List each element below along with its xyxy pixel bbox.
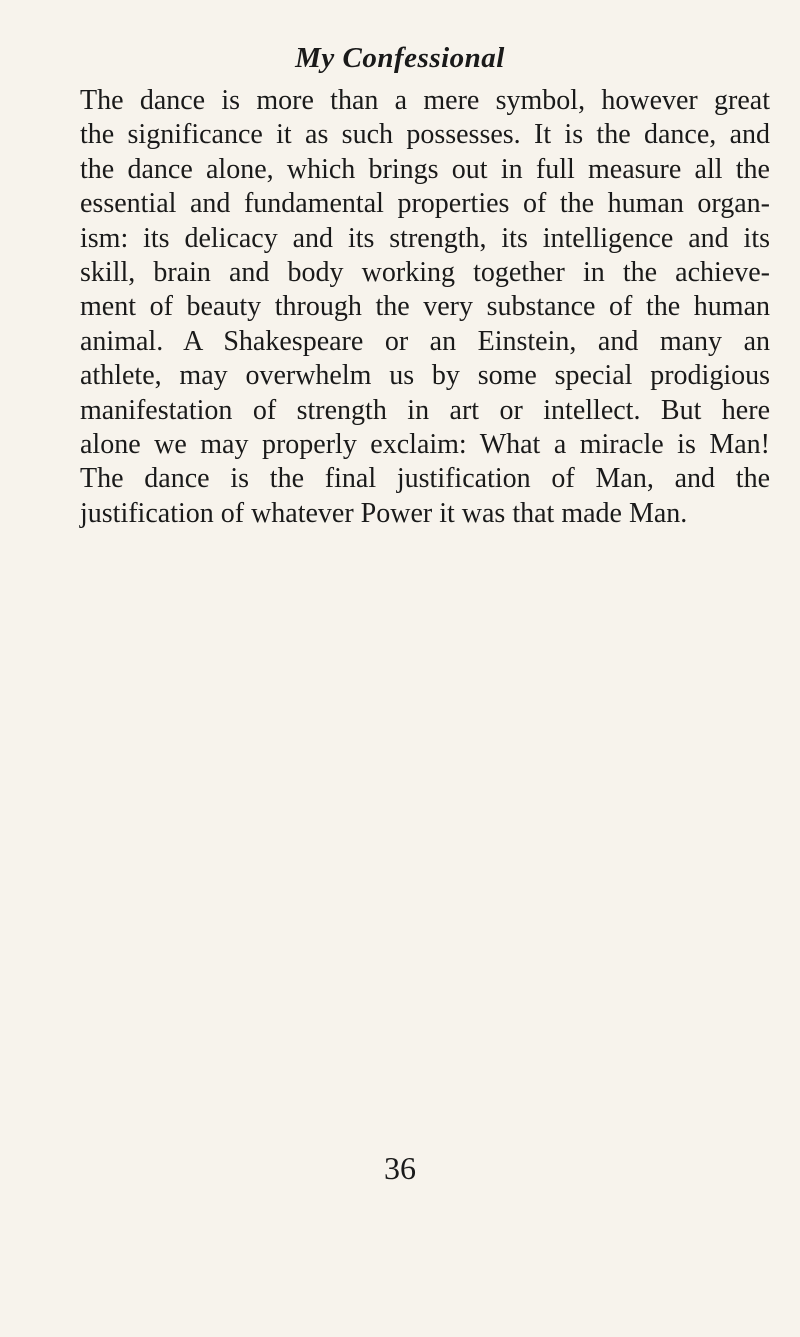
text-line: The dance is the final justification of Man, and the	[80, 463, 770, 495]
text-line: The dance is more than a mere symbol, however great	[80, 85, 770, 116]
page-number: 36	[384, 1150, 416, 1186]
body-paragraph	[80, 84, 770, 531]
text-line: alone we may properly exclaim: What a miracle is Man!	[80, 428, 770, 460]
text-line: the significance it as such possesses. It is the dance, and	[80, 119, 770, 151]
text-line: athlete, may overwhelm us by some special prodigious	[80, 360, 770, 392]
text-line: justification of whatever Power it was that made Man.	[80, 497, 688, 529]
text-line: animal. A Shakespeare or an Einstein, and many an	[80, 325, 770, 357]
text-line: essential and fundamental properties of the human organ-	[80, 188, 770, 220]
text-line: ment of beauty through the very substance of the human	[80, 291, 770, 323]
text-line: ism: its delicacy and its strength, its intelligence and its	[80, 222, 770, 254]
running-head: My Confessional	[295, 42, 505, 74]
text-line: the dance alone, which brings out in full measure all the	[80, 153, 770, 185]
text-line: skill, brain and body working together in the achieve-	[80, 256, 770, 288]
text-line: manifestation of strength in art or intellect. But here	[80, 394, 770, 426]
